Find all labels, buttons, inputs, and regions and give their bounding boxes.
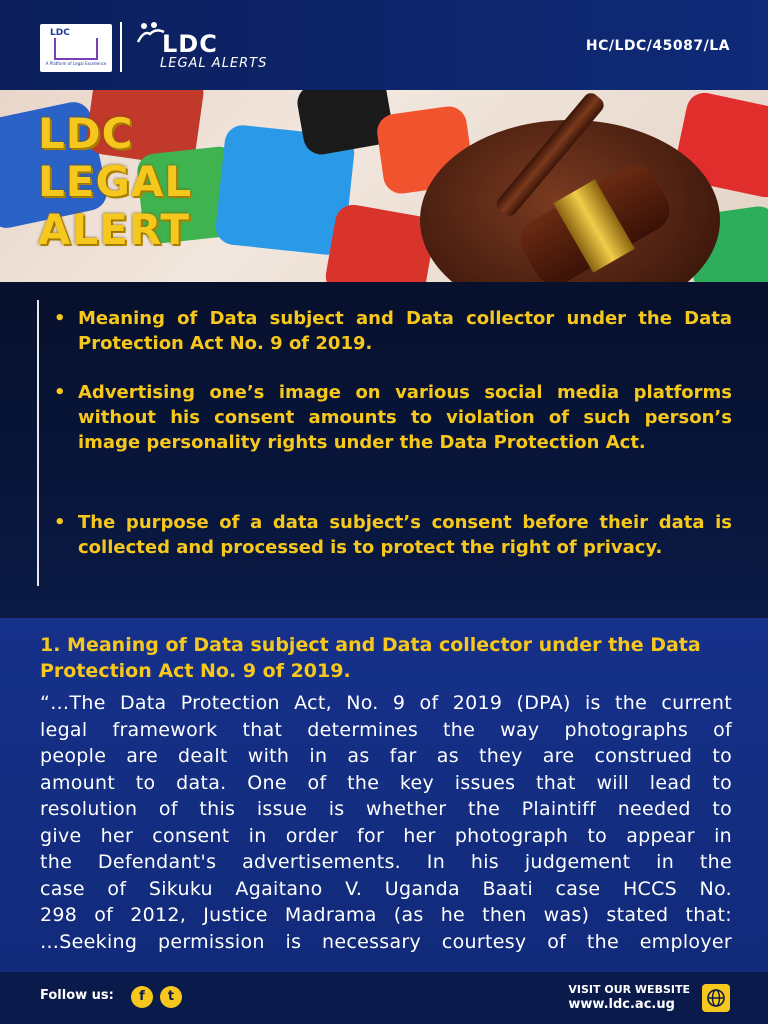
bullet-dot: • [54,382,66,403]
bullet-dot: • [54,512,66,533]
paragraph-line: legal framework that determines the way photographs of [40,718,732,741]
paragraph-line: 298 of 2012, Justice Madrama (as he then was) stated that: [40,904,732,926]
article-paragraph [40,690,732,955]
article-body [0,618,768,972]
hero-banner [0,90,768,282]
paragraph-line: give her consent in order for her photograph to appear in [40,824,732,847]
footer [0,972,768,1024]
reference-number: HC/LDC/45087/LA [585,38,730,54]
paragraph-line: resolution of this issue is whether the Plaintiff needed to [40,798,732,820]
paragraph-line: the Defendant's advertisements. In his judgement in the [40,851,732,873]
summary-bullet-text: The purpose of a data subject’s consent before their data is collected and processed is to protect the right of privacy. [78,512,732,558]
scales-icon [54,38,98,60]
header-divider [120,22,122,72]
website-block [568,982,690,1012]
website-link[interactable]: www.ldc.ac.ug [568,997,675,1012]
banner-title-line: LEGAL [38,157,193,206]
logo-text: LDC [50,28,70,38]
visit-label: VISIT OUR WEBSITE [568,983,690,996]
brand-subtitle: LEGAL ALERTS [160,56,268,71]
summary-section [0,282,768,618]
summary-bullet [54,510,732,560]
bullet-dot: • [54,308,66,329]
header [0,0,768,90]
paragraph-line: …Seeking permission is necessary courtesy of the employer [40,930,732,953]
paragraph-line: “…The Data Protection Act, No. 9 of 2019 (DPA) is the current [40,692,732,714]
summary-bullet-text: Advertising one’s image on various social media platforms without his consent amounts to violation of such person’s image personality rights under the Data Protection Act. [78,382,732,453]
logo-tagline: A Platform of Legal Excellence [45,61,107,66]
paragraph-line: case of Sikuku Agaitano V. Uganda Baati case HCCS No. [40,877,732,900]
banner-title-line: LDC [38,109,134,158]
banner-title-line: ALERT [38,205,191,254]
brand-name: LDC [162,30,218,58]
ldc-logo [40,24,112,72]
paragraph-line: people are dealt with in as far as they are construed to [40,745,732,767]
paragraph-line: amount to data. One of the key issues that will lead to [40,771,732,794]
follow-label: Follow us: [40,988,114,1003]
banner-title [38,110,192,254]
facebook-icon[interactable]: f [131,986,153,1008]
summary-bullet [54,380,732,455]
summary-bullet-text: Meaning of Data subject and Data collector under the Data Protection Act No. 9 of 2019. [78,308,732,354]
summary-divider [37,300,39,586]
section-heading: 1. Meaning of Data subject and Data collector under the Data Protection Act No. 9 of 2019. [40,634,701,682]
globe-icon[interactable] [702,984,730,1012]
summary-bullet [54,306,732,356]
twitter-icon[interactable]: t [160,986,182,1008]
